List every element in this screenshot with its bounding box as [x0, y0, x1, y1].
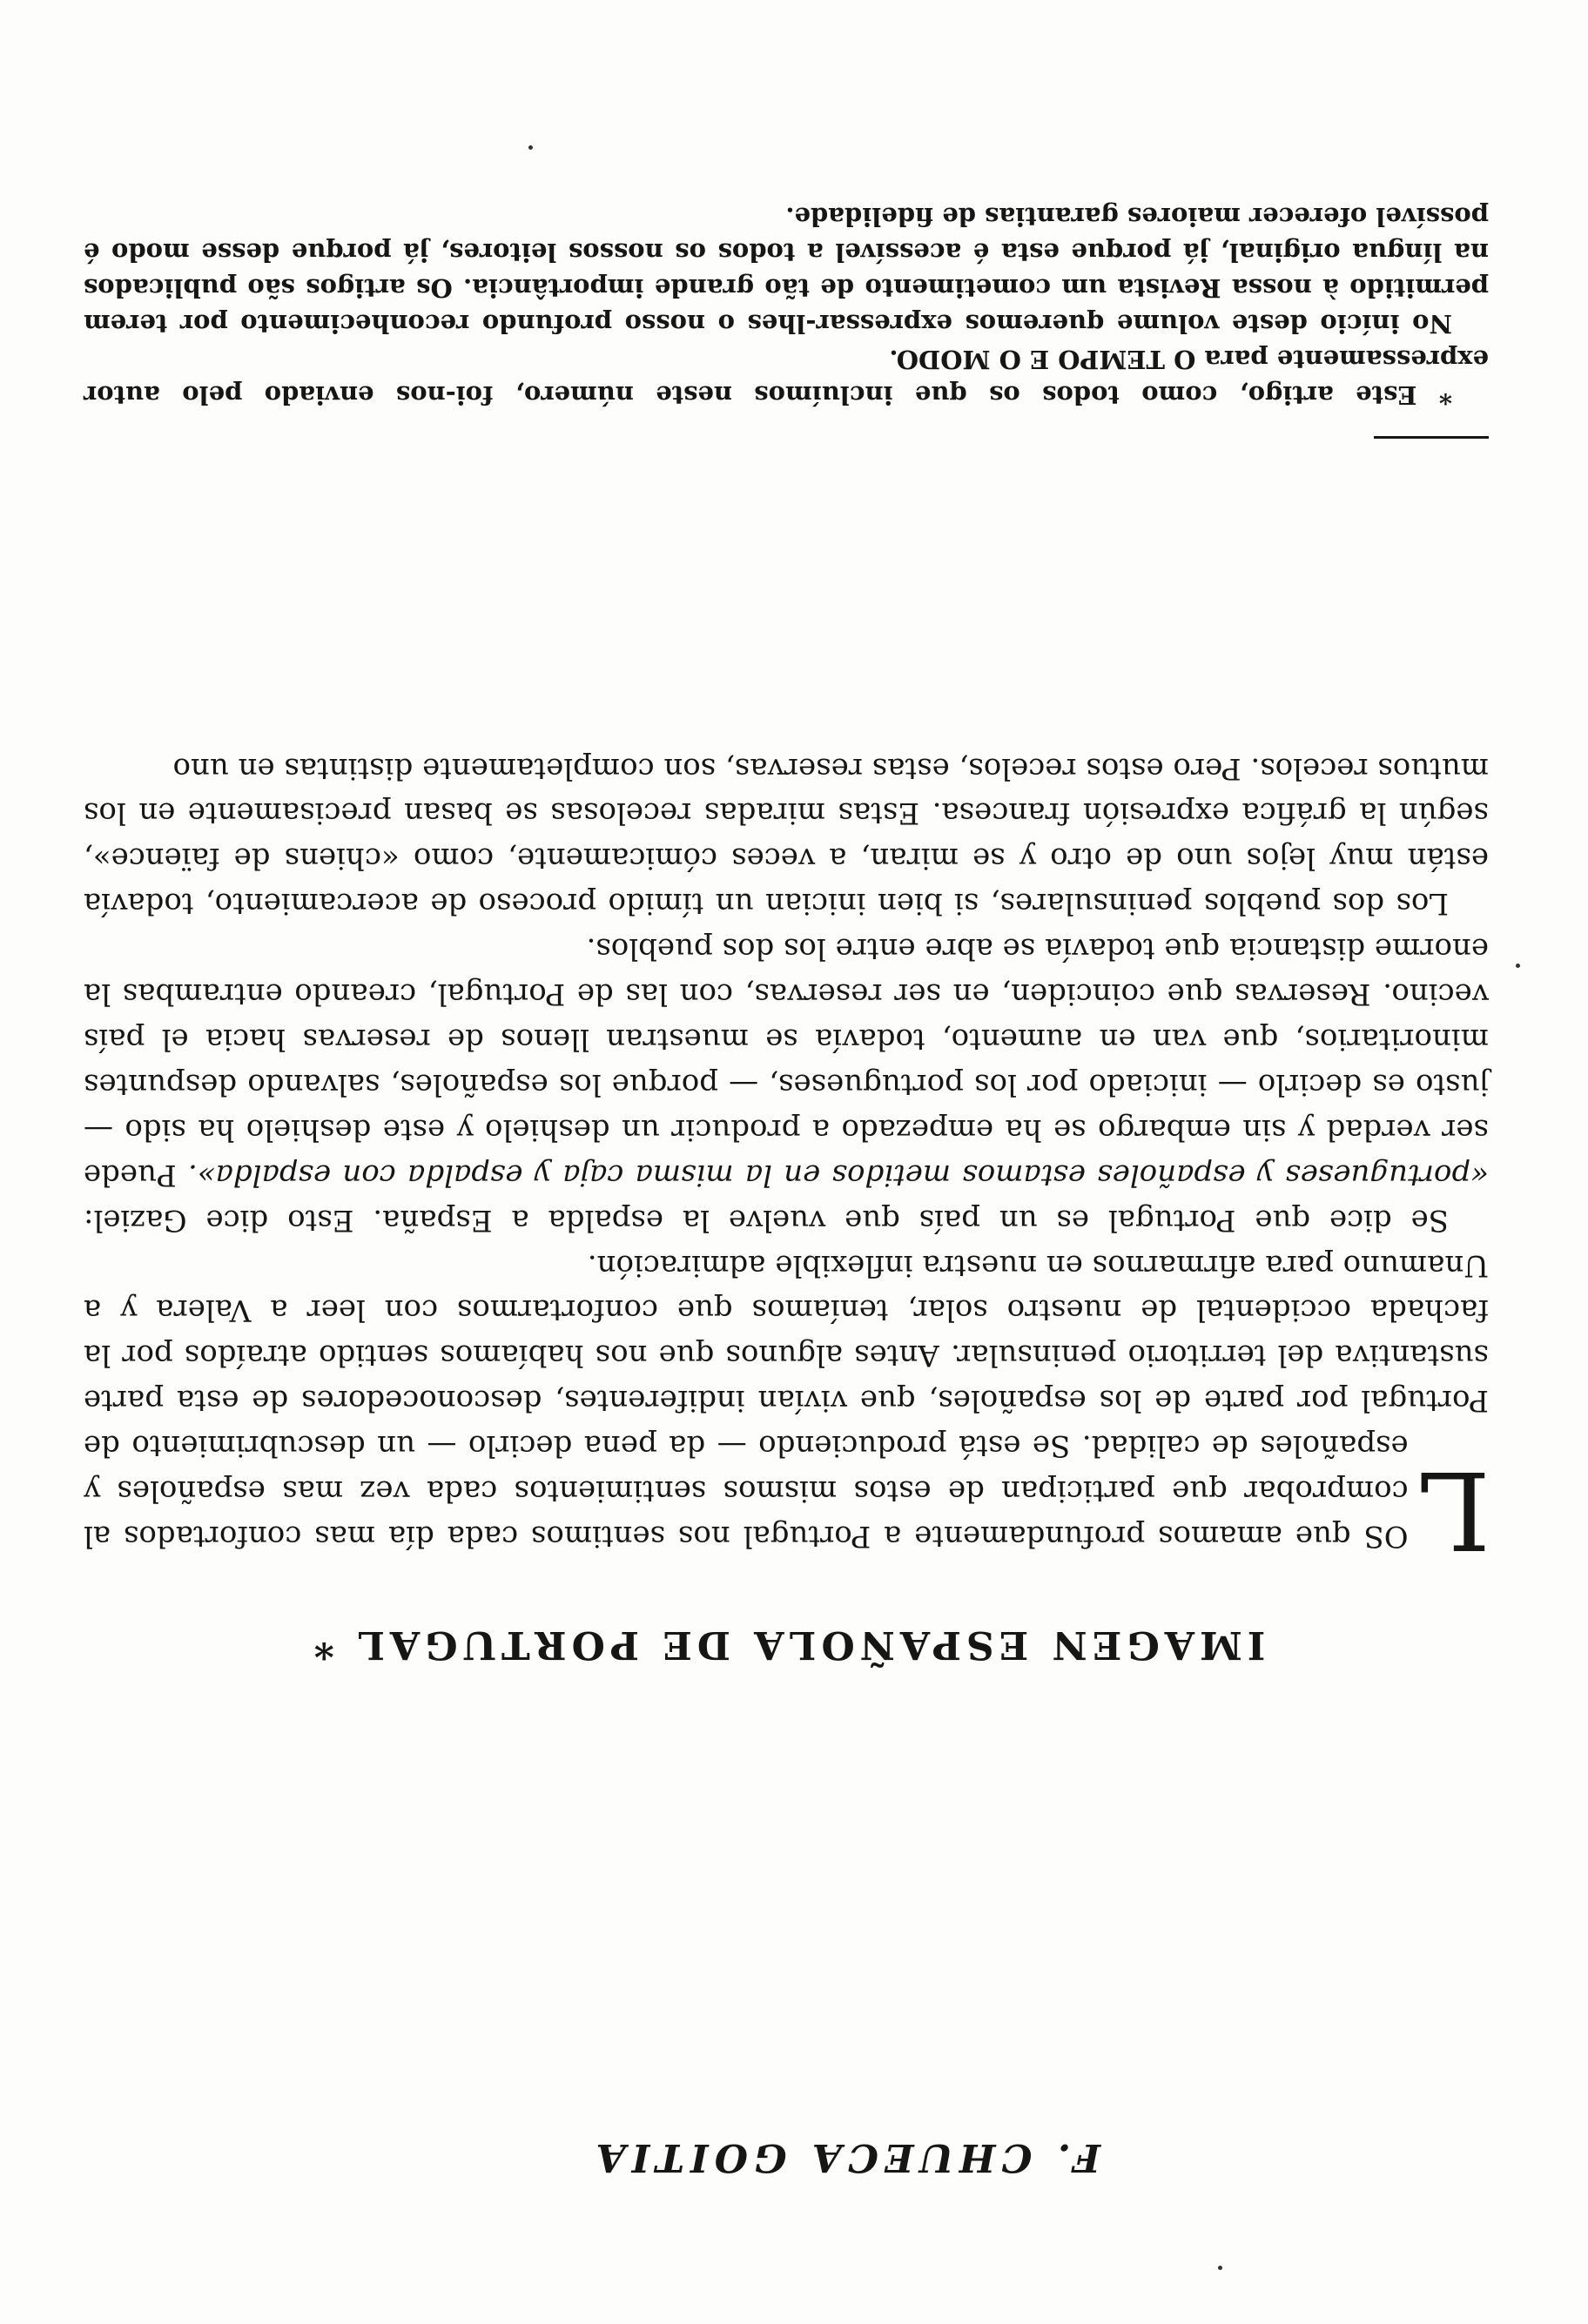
scan-speck [528, 145, 533, 150]
paragraph-1-text: OS que amamos profundamente a Portugal nos sentimos cada día mas confortados al comprobar que participan de estos mismos sentimientos cada vez mas españoles y españoles de calidad. Se está produciendo — da pena decirlo — un descubrimiento de Portugal por parte de los españoles, que vivían indiferentes, desconocedores de esta parte sustantiva del territorio peninsular. Antes algunos que nos habíamos sentido atraídos por la fachada occidental de nuestro solar, teníamos que confortarmos con leer a Valera y a Unamuno para afirmarnos en nuestra inflexible admiración. [84, 1247, 1489, 1554]
paragraph-1 [84, 1242, 1490, 1572]
scan-speck [1516, 964, 1520, 968]
article-body [83, 745, 1490, 1572]
gaziel-quote: «portugueses y españoles estamos metidos en la misma caja y espalda con espalda». [188, 1157, 1489, 1192]
drop-cap: L [1418, 1447, 1490, 1572]
paragraph-2 [84, 925, 1489, 1241]
paragraph-2-continuation: Puede ser verdad y sin embargo se ha empezado a producir un deshielo y este deshielo ha sido — justo es decirlo — iniciado por los portugueses, — porque los españoles, salvando despuntes minoritarios, que van en aumento, todavía se muestran llenos de reservas hacia el país vecino. Reservas que coinciden, en ser reservas, con las de Portugal, creando entrambas la enorme distancia que todavía se abre entre los dos pueblos. [83, 931, 1489, 1192]
paragraph-2-text: Se dice que Portugal es un país que vuelve la espalda a España. Esto dice Gaziel: [84, 1202, 1449, 1238]
footnotes [84, 198, 1489, 413]
article-title: IMAGEN ESPAÑOLA DE PORTUGAL * [308, 1622, 1266, 1667]
paragraph-3 [84, 745, 1489, 926]
paragraph-3-text: Los dos pueblos peninsulares, si bien inician un tímido proceso de acercamiento, todavía están muy lejos uno de otro y se miran, a veces cómicamente, como «chiens de faïence», según la gráfica expresión francesa. Estas miradas recelosas se basan precisamente en los mutuos recelos. Pero estos recelos, estas reservas, son completamente distintas en uno [84, 750, 1489, 922]
scan-speck [1218, 2266, 1222, 2270]
footnote-divider [1374, 436, 1489, 439]
author-name: F. CHUECA GOITIA [589, 2135, 1100, 2180]
footnote-1: * Este artigo, como todos os que incluímos neste número, foi-nos enviado pelo autor expressamente para O TEMPO E O MODO. [84, 345, 1489, 410]
footnote-2: No início deste volume queremos expressar-lhes o nosso profundo reconhecimento por terem permitido à nossa Revista um cometimento de tão grande importância. Os artigos são publicados na língua original, já porque esta é acessível a todos os nossos leitores, já porque desse modo é possível oferecer maiores garantias de fidelidade. [84, 202, 1489, 339]
